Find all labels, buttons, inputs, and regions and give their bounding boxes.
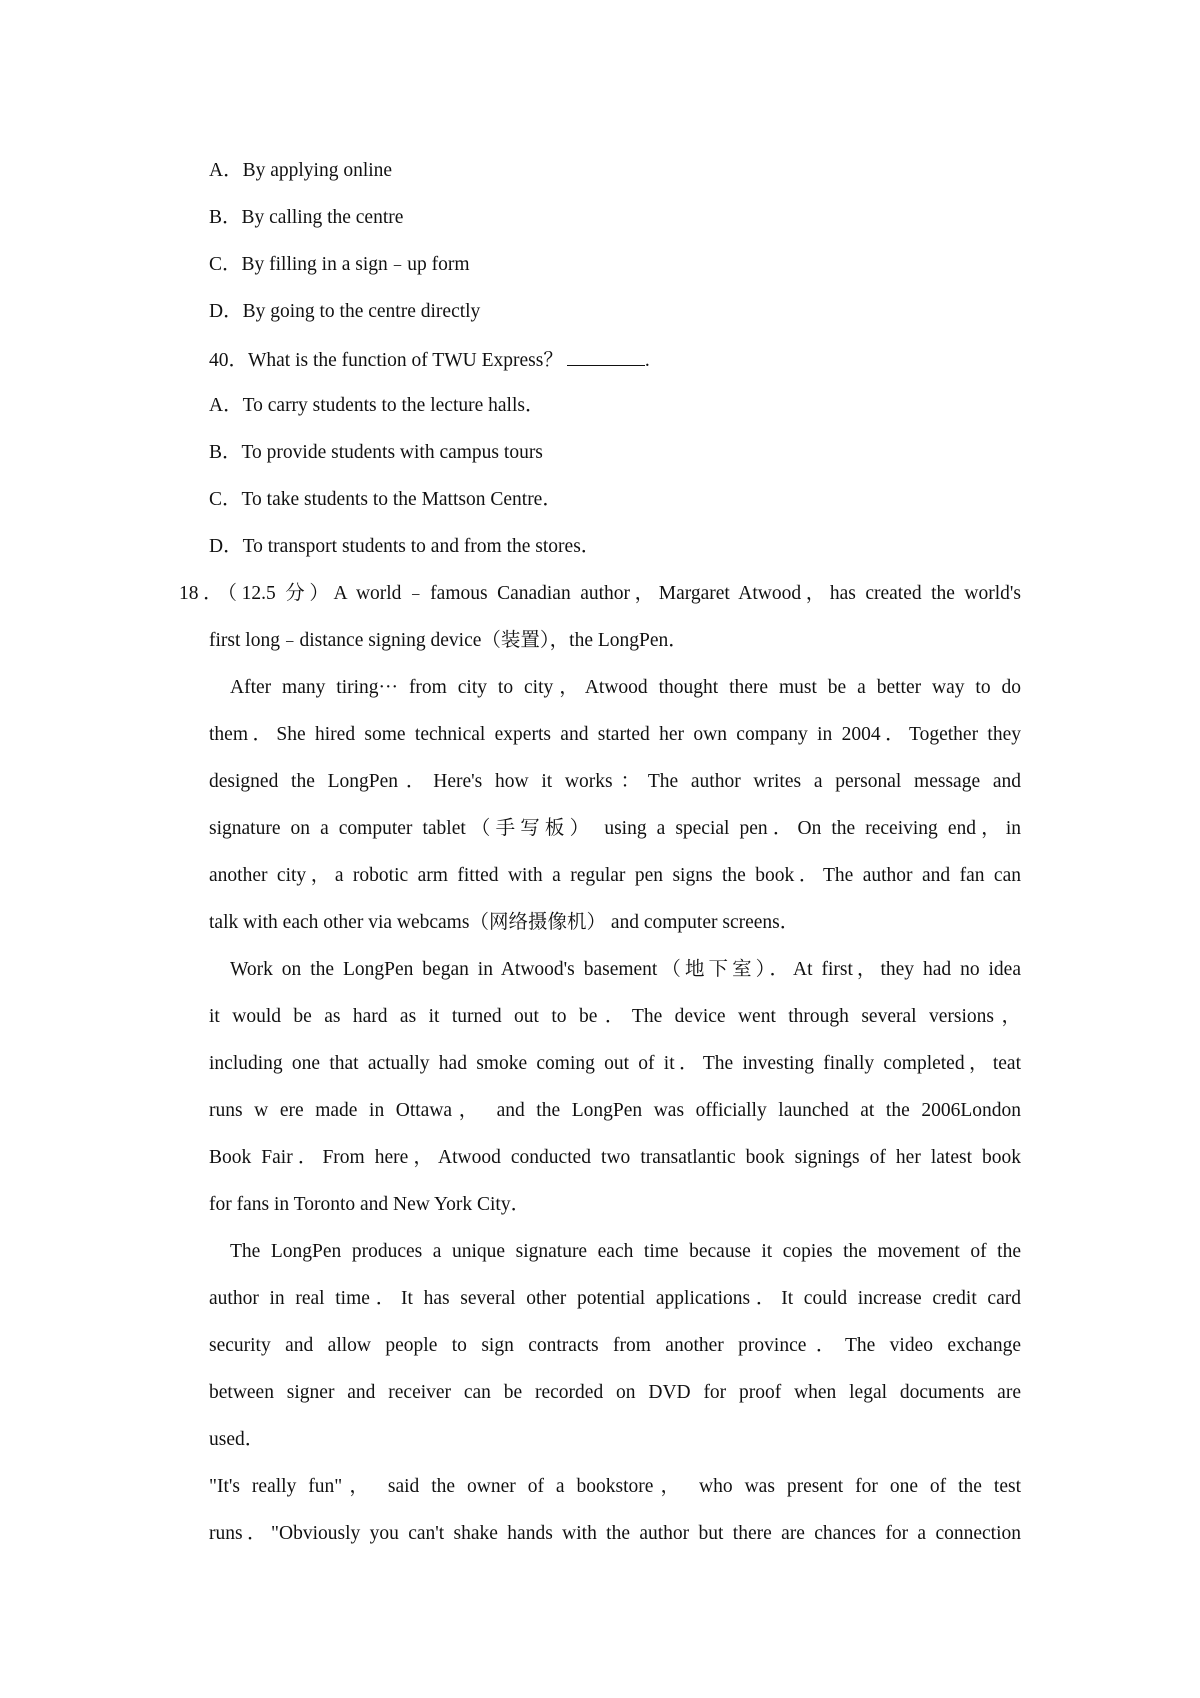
passage-line: security and allow people to sign contracts from another province．The video exchange: [209, 1335, 1021, 1356]
q40-option-d: D．To transport students to and from the stores．: [209, 536, 601, 557]
q40-question: [209, 347, 650, 373]
passage-line: used．: [209, 1429, 265, 1450]
passage-line: for fans in Toronto and New York City．: [209, 1194, 531, 1215]
q18-header: 18．（12.5 分）A world﹣famous Canadian author，Margaret Atwood，has created the world's: [179, 583, 1021, 604]
q40-stem: 40．What is the function of TWU Express？: [209, 350, 563, 371]
q40-option-a: A．To carry students to the lecture halls．: [209, 395, 545, 416]
answer-blank: [567, 347, 645, 366]
q18-header-cont: first long﹣distance signing device（装置），the LongPen．: [209, 630, 688, 651]
passage-line: between signer and receiver can be recorded on DVD for proof when legal documents are: [209, 1382, 1021, 1403]
passage-line: The LongPen produces a unique signature each time because it copies the movement of the: [230, 1241, 1021, 1262]
q40-tail: .: [644, 350, 650, 371]
passage-line: Book Fair．From here，Atwood conducted two transatlantic book signings of her latest book: [209, 1147, 1021, 1168]
passage-line: runs．"Obviously you can't shake hands with the author but there are chances for a connection: [209, 1523, 1021, 1544]
passage-line: After many tiring··· from city to city，Atwood thought there must be a better way to do: [230, 677, 1021, 698]
passage-line: runs w ere made in Ottawa， and the LongPen was officially launched at the 2006London: [209, 1100, 1021, 1121]
passage-line: including one that actually had smoke coming out of it．The investing finally completed，teat: [209, 1053, 1021, 1074]
passage-line: another city，a robotic arm fitted with a regular pen signs the book．The author and fan can: [209, 865, 1021, 886]
q39-option-c: C．By filling in a sign﹣up form: [209, 254, 470, 275]
passage-line: "It's really fun"， said the owner of a bookstore， who was present for one of the test: [209, 1476, 1021, 1497]
q39-option-a: A．By applying online: [209, 160, 393, 181]
q40-option-b: B．To provide students with campus tours: [209, 442, 543, 463]
q39-option-d: D．By going to the centre directly: [209, 301, 481, 322]
passage-line: designed the LongPen．Here's how it works：The author writes a personal message and: [209, 771, 1021, 792]
passage-line: signature on a computer tablet（手写板） using a special pen．On the receiving end，in: [209, 818, 1021, 839]
q39-option-b: B．By calling the centre: [209, 207, 404, 228]
passage-line: them．She hired some technical experts and started her own company in 2004．Together they: [209, 724, 1021, 745]
q40-option-c: C．To take students to the Mattson Centre．: [209, 489, 562, 510]
passage-line: Work on the LongPen began in Atwood's basement（地下室）．At first，they had no idea: [230, 959, 1021, 980]
passage-line: author in real time．It has several other potential applications．It could increase credit card: [209, 1288, 1021, 1309]
passage-line: it would be as hard as it turned out to be．The device went through several versions，: [209, 1006, 1021, 1027]
passage-line: talk with each other via webcams（网络摄像机） and computer screens．: [209, 912, 800, 933]
